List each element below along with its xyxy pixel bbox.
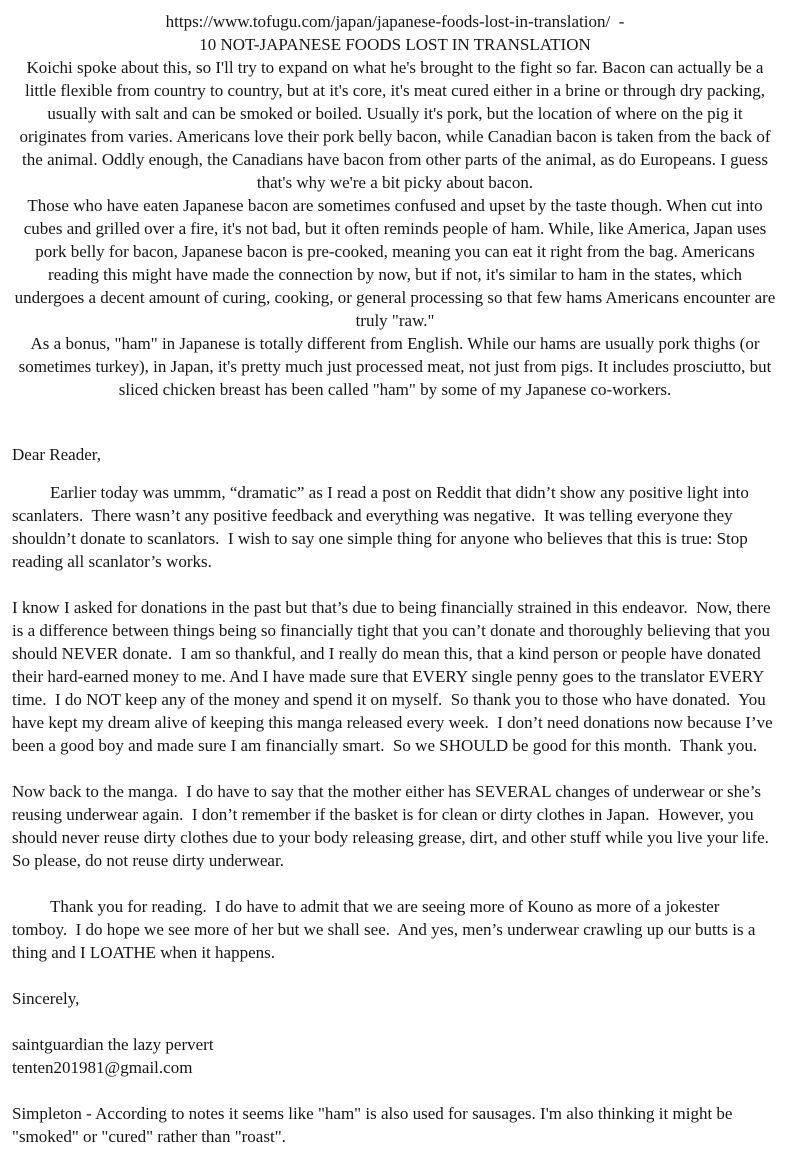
article-paragraph: As a bonus, "ham" in Japanese is totally different from English. While our hams are usually pork thighs (or sometimes turkey), in Japan, it's pretty much just processed meat, not just from pigs. It includes prosciutto, but sliced chicken breast has been called "ham" by some of my Japanese co-workers.	[18, 334, 776, 399]
article-section	[12, 10, 778, 401]
postscript-note: Simpleton - According to notes it seems like "ham" is also used for sausages. I'm also thinking it might be "smoked" or "cured" rather than "roast".	[12, 1104, 737, 1146]
signature-block	[12, 1033, 778, 1079]
letter-paragraph: Now back to the manga. I do have to say that the mother either has SEVERAL changes of underwear or she’s reusing underwear again. I don’t remember if the basket is for clean or dirty clothes in Japan. However, you should never reuse dirty clothes due to your body releasing grease, dirt, and other stuff while you live your life. So please, do not reuse dirty underwear.	[12, 782, 778, 870]
letter-section	[12, 443, 778, 1148]
signature-name: saintguardian the lazy pervert	[12, 1035, 214, 1054]
letter-paragraph: Earlier today was ummm, “dramatic” as I read a post on Reddit that didn’t show any positive light into scanlaters. There wasn’t any positive feedback and everything was negative. It was telling everyone they shouldn’t donate to scanlators. I wish to say one simple thing for anyone who believes that this is true: Stop reading all scanlator’s works.	[12, 483, 754, 571]
article-paragraph: Koichi spoke about this, so I'll try to expand on what he's brought to the fight so far. Bacon can actually be a little flexible from country to country, but at it's core, it's meat cured either in a brine or through dry packing, usually with salt and can be smoked or boiled. Usually it's pork, but the location of where on the pig it originates from varies. Americans love their pork belly bacon, while Canadian bacon is taken from the back of the animal. Oddly enough, the Canadians have bacon from other parts of the animal, as do Europeans. I guess that's why we're a bit picky about bacon.	[19, 58, 775, 192]
letter-paragraph: I know I asked for donations in the past but that’s due to being financially strained in this endeavor. Now, there is a difference between things being so financially tight that you can’t donate and thoroughly believing that you should NEVER donate. I am so thankful, and I really do mean this, that a kind person or people have donated their hard-earned money to me. And I have made sure that EVERY single penny goes to the translator EVERY time. I do NOT keep any of the money and spend it on myself. So thank you to those who have donated. You have kept my dream alive of keeping this manga released every week. I don’t need donations now because I’ve been a good boy and made sure I am financially smart. So we SHOULD be good for this month. Thank you.	[12, 598, 777, 755]
article-paragraph: Those who have eaten Japanese bacon are sometimes confused and upset by the taste though. When cut into cubes and grilled over a fire, it's not bad, but it often reminds people of ham. While, like America, Japan uses pork belly for bacon, Japanese bacon is pre-cooked, meaning you can eat it right from the bag. Americans reading this might have made the connection by now, but if not, it's similar to ham in the states, which undergoes a decent amount of curing, cooking, or general processing so that few hams Americans encounter are truly "raw."	[14, 196, 780, 330]
page-title: 10 NOT-JAPANESE FOODS LOST IN TRANSLATION	[199, 35, 591, 54]
signature-email: tenten201981@gmail.com	[12, 1058, 193, 1077]
letter-salutation: Dear Reader,	[12, 445, 101, 464]
letter-closing: Sincerely,	[12, 989, 80, 1008]
letter-paragraph: Thank you for reading. I do have to admit that we are seeing more of Kouno as more of a jokester tomboy. I do hope we see more of her but we shall see. And yes, men’s underwear crawling up our butts is a thing and I LOATHE when it happens.	[12, 897, 760, 962]
source-url: https://www.tofugu.com/japan/japanese-foods-lost-in-translation/ -	[165, 12, 625, 31]
